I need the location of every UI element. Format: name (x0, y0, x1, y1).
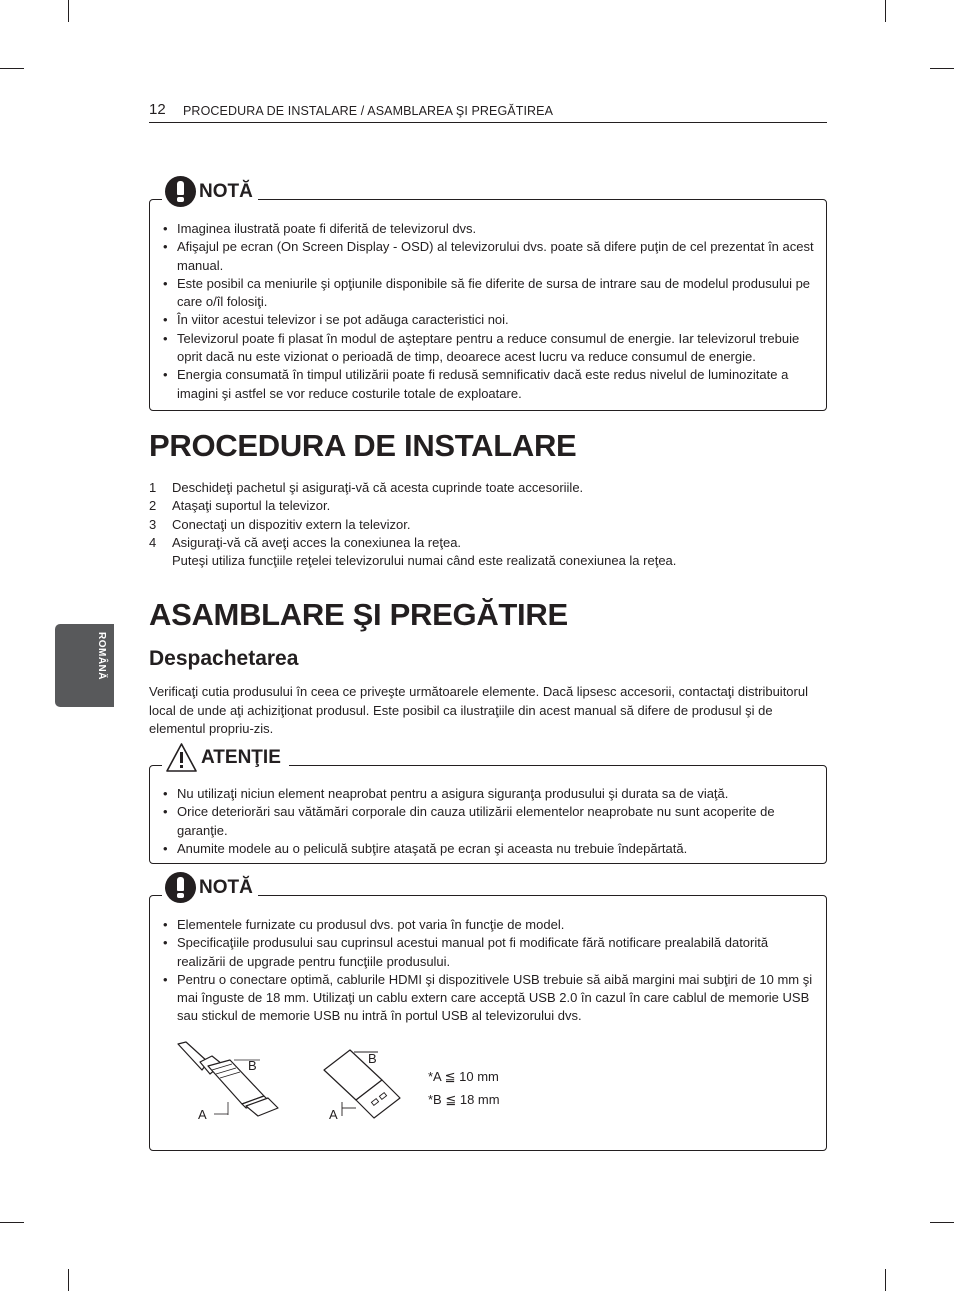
step-extra: Puteşi utiliza funcţiile reţelei televizorului numai când este realizată conexiunea la reţea. (172, 553, 677, 569)
step-text: Deschideţi pachetul şi asiguraţi-vă că acesta cuprinde toate accesoriile. (172, 480, 584, 495)
figure-label-b: B (248, 1058, 257, 1073)
dimension-b: *B ≦ 18 mm (428, 1092, 500, 1107)
crop-mark (885, 0, 886, 22)
crop-mark (68, 0, 69, 22)
warning-icon (165, 742, 198, 773)
page-number: 12 (149, 101, 166, 118)
list-item: • Nu utilizaţi niciun element neaprobat pentru a asigura siguranţa produsului şi durata sa de viaţă. (163, 785, 816, 803)
list-item: • În viitor acestui televizor i se pot adăuga caracteristici noi. (163, 311, 816, 329)
crop-mark (0, 68, 24, 69)
list-item: • Specificaţiile produsului sau cuprinsul acestui manual pot fi modificate fără notificare prealabilă datorită realizării de upgrade pentru funcţiile produsului. (163, 934, 816, 971)
language-tab (55, 624, 114, 707)
step-item (149, 497, 829, 515)
note-label: NOTĂ (199, 876, 253, 898)
unpacking-heading: Despachetarea (149, 647, 299, 670)
step-item (149, 479, 829, 497)
list-item: • Orice deteriorări sau vătămări corporale din cauza utilizării elementelor neaprobate nu sunt acoperite de garanţie. (163, 803, 816, 840)
crop-mark (0, 1222, 24, 1223)
exclamation-icon (165, 176, 196, 207)
step-text: Asiguraţi-vă că aveţi acces la conexiunea la reţea. (172, 534, 462, 550)
crop-mark (68, 1269, 69, 1291)
caution-box (149, 746, 827, 864)
crop-mark (930, 68, 954, 69)
note-box (149, 180, 827, 411)
list-item: • Televizorul poate fi plasat în modul de aşteptare pentru a reduce consumul de energie. Iar televizorul trebuie oprit dacă nu este vizionat o perioadă de timp, deoarece acest lucru va reduce consumul de energie. (163, 330, 816, 367)
list-item: • Afişajul pe ecran (On Screen Display - OSD) al televizorului dvs. poate să difere puţin de cel prezentat în acest manual. (163, 238, 816, 275)
crop-mark (885, 1269, 886, 1291)
figure-label-a: A (198, 1107, 207, 1122)
caution-title (162, 742, 289, 773)
running-head: PROCEDURA DE INSTALARE / ASAMBLAREA ŞI PREGĂTIREA (183, 104, 554, 118)
list-item: • Este posibil ca meniurile şi opţiunile disponibile să fie diferite de sursa de intrare sau de modelul produsului pe care o/îl folosiţi. (163, 275, 816, 312)
crop-mark (930, 1222, 954, 1223)
language-tab-label: ROMÂNĂ (96, 632, 107, 680)
step-number: 2 (149, 498, 157, 514)
hdmi-cable-illustration (172, 1040, 282, 1125)
unpacking-paragraph: Verificaţi cutia produsului în ceea ce priveşte următoarele elemente. Dacă lipsesc accesorii, contactaţi distribuitorul local de unde aţi achiziţionat produsul. Este posibil ca ilustraţiile din acest manual să difere de produsul şi de elementul propriu-zis. (149, 684, 808, 737)
note-list (163, 916, 816, 1026)
note-label: NOTĂ (199, 180, 253, 202)
note-title (162, 872, 258, 903)
note-list (163, 220, 816, 403)
step-number: 1 (149, 480, 157, 495)
caution-list (163, 785, 816, 858)
step-number: 3 (149, 516, 157, 532)
step-text: Ataşaţi suportul la televizor. (172, 498, 331, 514)
assembly-heading: ASAMBLARE ŞI PREGĂTIRE (149, 597, 568, 632)
figure-label-b: B (368, 1051, 377, 1066)
step-number: 4 (149, 534, 157, 550)
note-title (162, 176, 258, 207)
step-item (149, 516, 829, 534)
step-item (149, 534, 829, 571)
dimension-a: *A ≦ 10 mm (428, 1069, 499, 1084)
page-header (149, 101, 827, 123)
step-text: Conectaţi un dispozitiv extern la televizor. (172, 516, 411, 532)
list-item: • Pentru o conectare optimă, cablurile HDMI şi dispozitivele USB trebuie să aibă margini mai subţiri de 10 mm şi mai înguste de 18 mm. Utilizaţi un cablu extern care acceptă USB 2.0 în cazul în care cablul de memorie USB sau stickul de memorie USB nu intră în portul USB al televizorului dvs. (163, 971, 816, 1026)
list-item: • Anumite modele au o peliculă subţire ataşată pe ecran şi aceasta nu trebuie îndepărtată. (163, 840, 816, 858)
list-item: • Energia consumată în timpul utilizării poate fi redusă semnificativ dacă este redus nivelul de luminozitate a imagini şi astfel se vor reduce costurile totale de exploatare. (163, 366, 816, 403)
exclamation-icon (165, 872, 196, 903)
list-item: • Imaginea ilustrată poate fi diferită de televizorul dvs. (163, 220, 816, 238)
caution-label: ATENŢIE (201, 746, 281, 768)
install-steps (149, 479, 829, 570)
list-item: • Elementele furnizate cu produsul dvs. pot varia în funcţie de model. (163, 916, 816, 934)
figure-label-a: A (329, 1107, 338, 1122)
install-heading: PROCEDURA DE INSTALARE (149, 428, 577, 463)
